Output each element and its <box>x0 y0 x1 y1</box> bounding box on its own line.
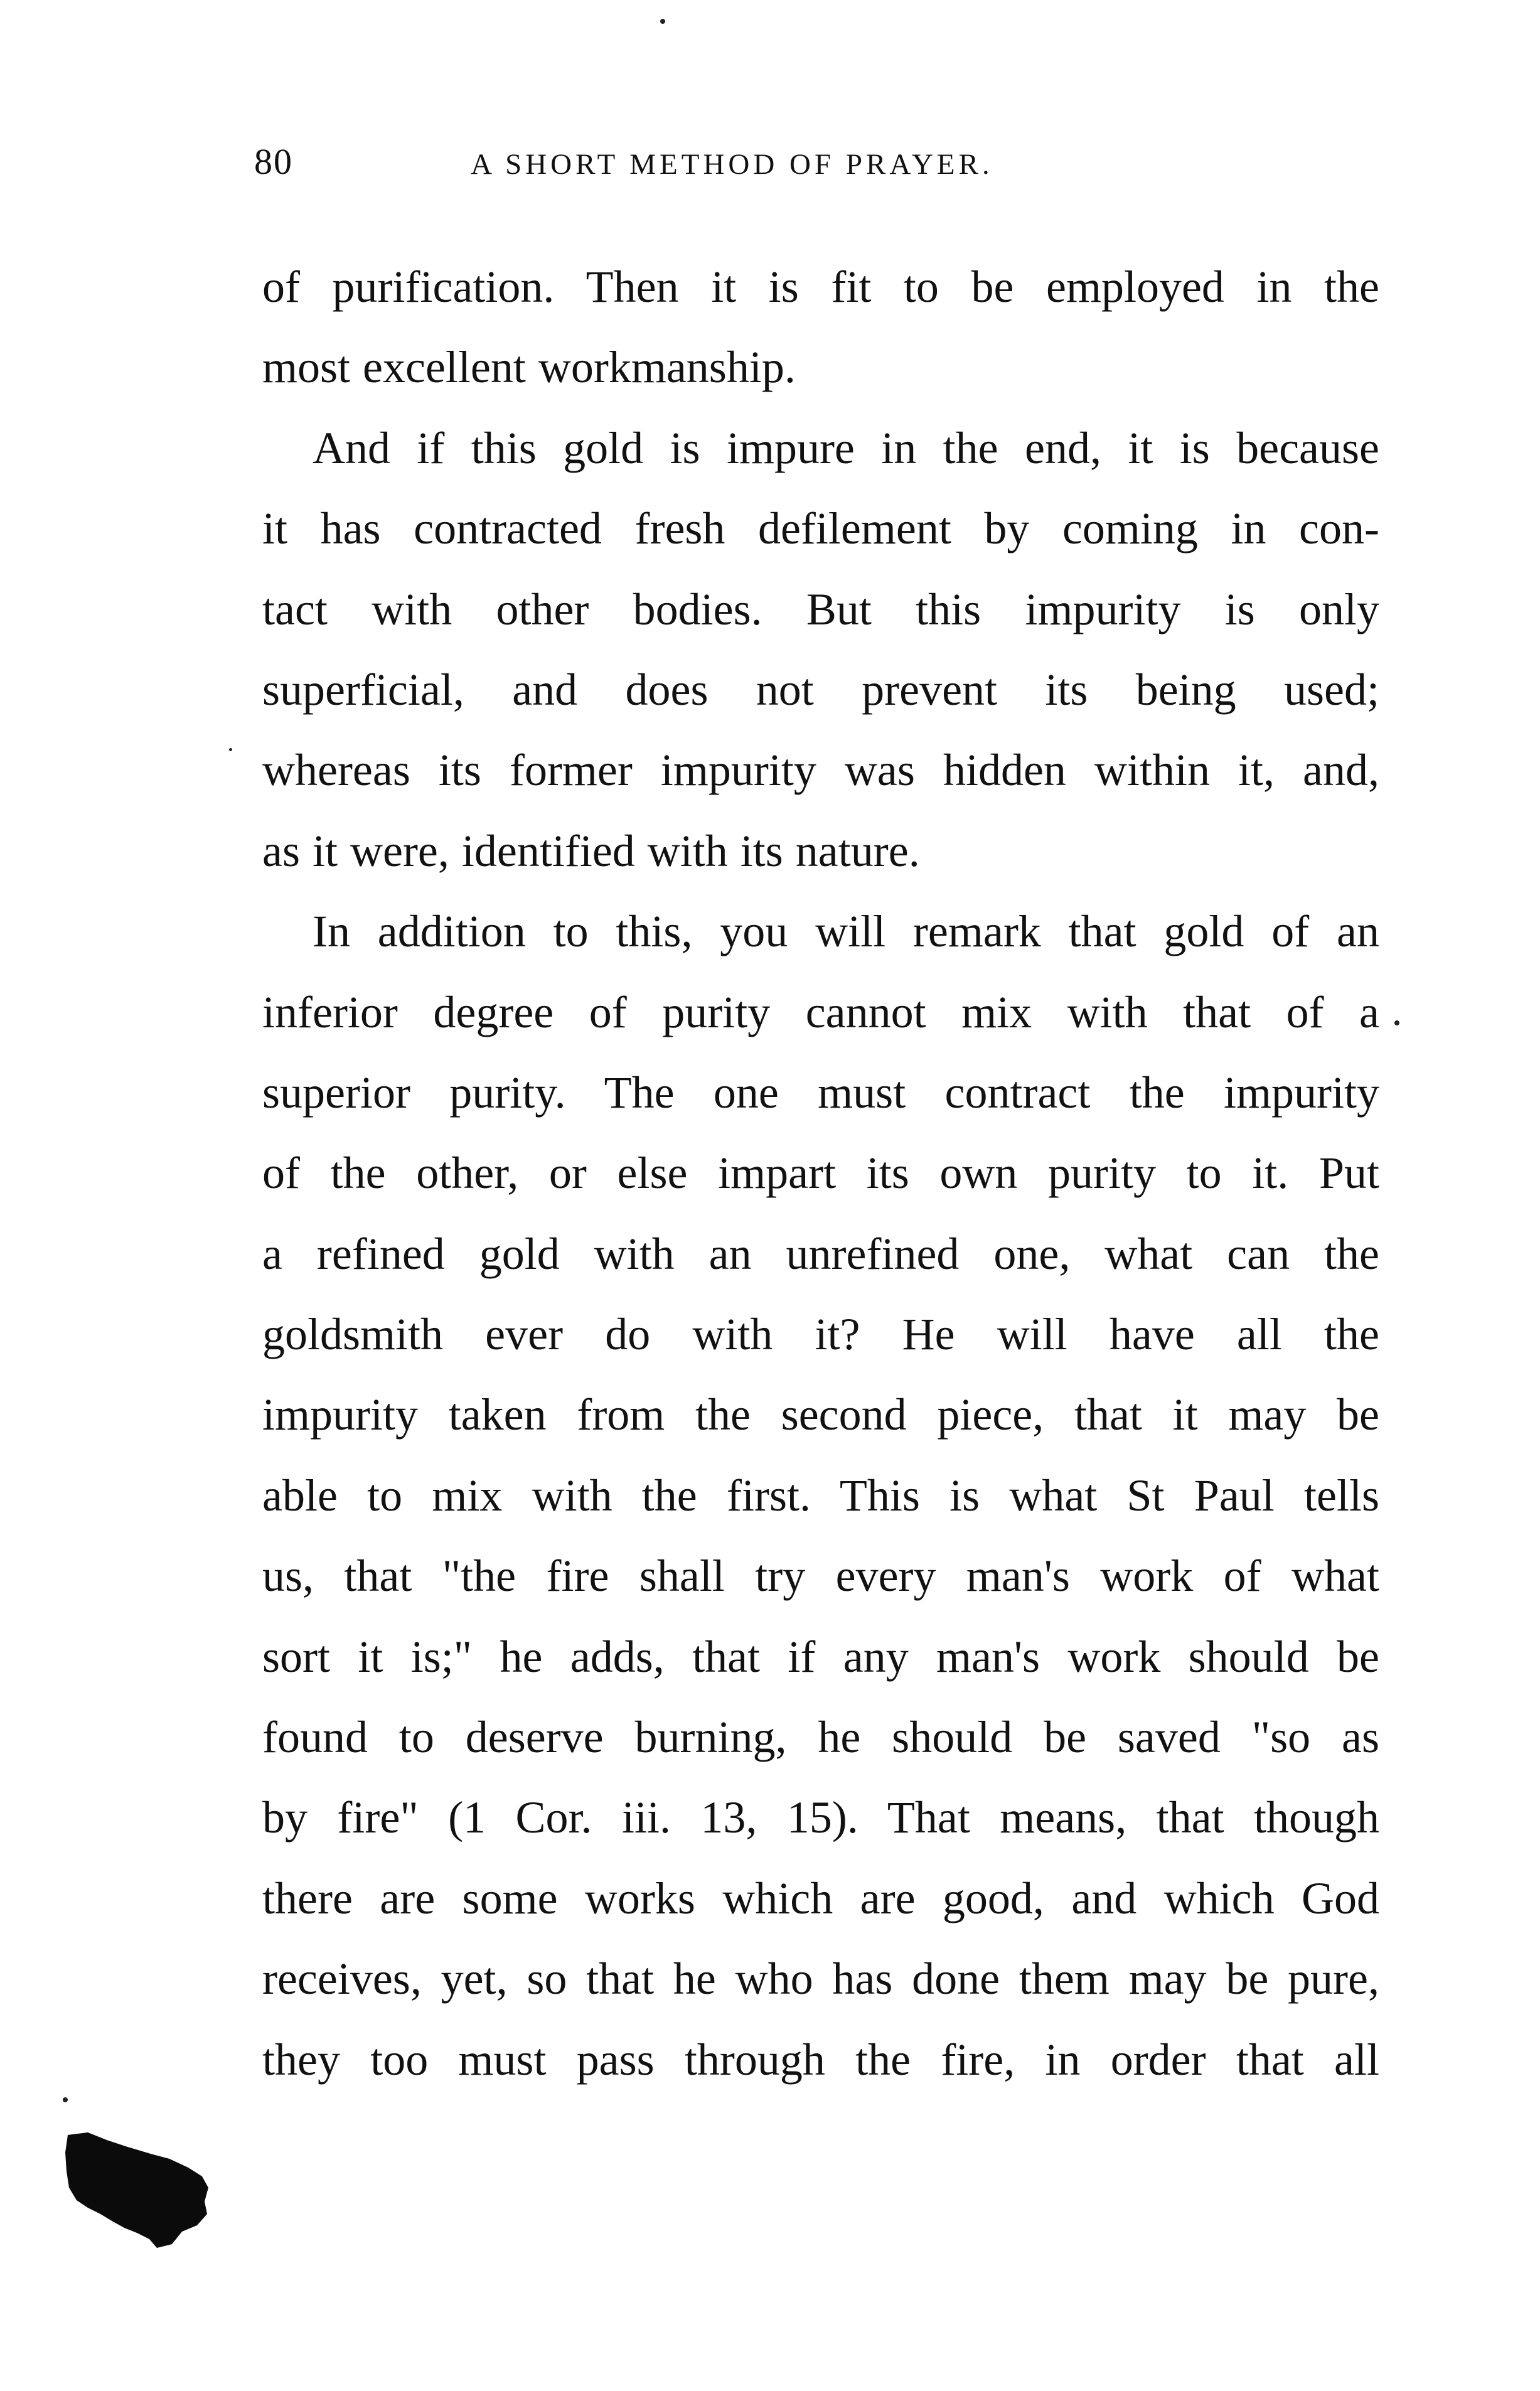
scan-speck <box>1394 1020 1399 1025</box>
running-head <box>254 137 1377 187</box>
text-line: And if this gold is impure in the end, it is because <box>313 422 1379 473</box>
body-text <box>262 247 1379 2100</box>
text-line: found to deserve burning, he should be saved "so as <box>262 1712 1379 1763</box>
text-line: as it were, identified with its nature. <box>262 825 920 876</box>
text-line: they too must pass through the fire, in order that all <box>262 2034 1379 2085</box>
text-line: In addition to this, you will remark that gold of an <box>313 906 1379 957</box>
scan-speck <box>63 2097 68 2102</box>
text-line: of the other, or else impart its own purity to it. Put <box>262 1148 1379 1199</box>
text-line: whereas its former impurity was hidden within it, and, <box>262 745 1379 796</box>
text-line: superficial, and does not prevent its being used; <box>262 664 1379 715</box>
text-line: able to mix with the first. This is what St Paul tells <box>262 1470 1379 1521</box>
text-line: sort it is;" he adds, that if any man's work should be <box>262 1631 1379 1682</box>
text-line: most excellent workmanship. <box>262 342 796 393</box>
text-line: of purification. Then it is fit to be employed in the <box>262 262 1379 312</box>
scan-speck <box>660 19 665 24</box>
running-title: A SHORT METHOD OF PRAYER. <box>471 148 993 181</box>
text-line: superior purity. The one must contract the impurity <box>262 1067 1379 1118</box>
text-line: there are some works which are good, and which God <box>262 1873 1379 1923</box>
page-number: 80 <box>254 141 293 182</box>
text-line: goldsmith ever do with it? He will have all the <box>262 1309 1379 1360</box>
text-line: impurity taken from the second piece, that it may be <box>262 1389 1379 1440</box>
ink-smudge <box>63 2127 213 2253</box>
text-line: us, that "the fire shall try every man's work of what <box>262 1551 1379 1602</box>
text-line: inferior degree of purity cannot mix with that of a <box>262 987 1379 1037</box>
scan-speck <box>229 748 232 751</box>
text-line: it has contracted fresh defilement by coming in con- <box>262 503 1379 554</box>
text-line: receives, yet, so that he who has done them may be pure, <box>262 1954 1379 2004</box>
text-line: a refined gold with an unrefined one, what can the <box>262 1228 1379 1279</box>
text-line: tact with other bodies. But this impurity is only <box>262 584 1379 634</box>
text-line: by fire" (1 Cor. iii. 13, 15). That means, that though <box>262 1792 1379 1843</box>
